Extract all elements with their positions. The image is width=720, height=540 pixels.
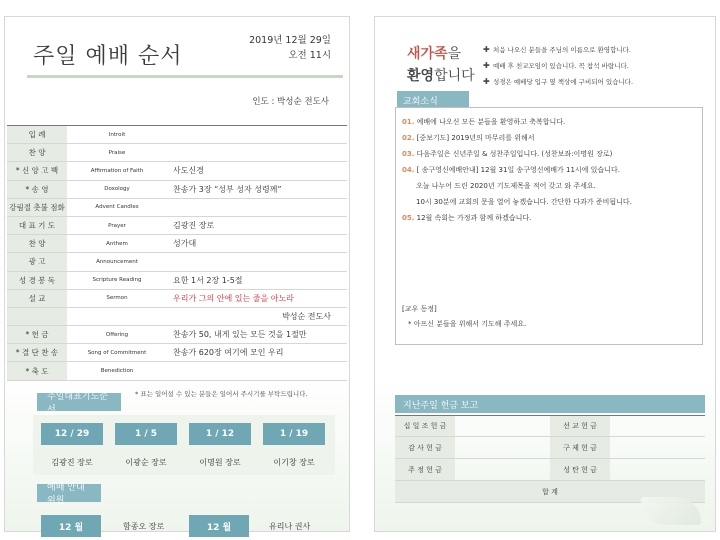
service-leader: 인도 : 박성순 전도사 (252, 97, 329, 107)
welcome-ending: 합니다 (434, 68, 475, 84)
order-content: 요한 1서 2장 1-5절 (173, 275, 243, 285)
member-news-title: [교우 동정] (402, 305, 437, 313)
offering-value (610, 437, 705, 458)
offering-label: 구 제 헌 금 (550, 437, 610, 458)
order-en: Song of Commitment (87, 349, 147, 356)
order-row (7, 144, 347, 162)
news-detail: 오늘 나누어 드린 2020년 기도제목을 적어 갖고 와 주세요. (416, 182, 596, 190)
usher-heading: 예배 안내위원 (37, 484, 101, 502)
news-text: [ 송구영신예배안내] 12월 31일 송구영신예배가 11시에 있습니다. (416, 166, 620, 174)
order-row (7, 181, 347, 199)
order-en (67, 308, 167, 325)
news-text: [중보기도] 2019년의 마무리를 위해서 (416, 134, 535, 142)
bulletin-left-page (4, 16, 350, 532)
offering-row (395, 437, 705, 459)
worship-order-table (7, 125, 347, 381)
prayer-date-badge: 1 / 12 (189, 423, 251, 445)
offering-value (455, 416, 550, 436)
cross-icon: ✚ (483, 77, 490, 86)
news-text: 다음주일은 신년주일 & 성찬주일입니다. (성찬보좌:이명원 장로) (416, 150, 613, 158)
order-row (7, 272, 347, 290)
offering-label: 선 교 헌 금 (550, 416, 610, 436)
order-ko: 찬 양 (7, 235, 67, 252)
order-content: 찬송가 620장 여기에 모인 우리 (173, 348, 284, 358)
news-number: 02. (402, 134, 415, 142)
news-number: 04. (402, 166, 415, 174)
member-news-text: * 아프신 분들을 위해서 기도해 주세요. (408, 320, 527, 328)
offering-total-label: 합 계 (395, 481, 705, 502)
news-detail: 10시 30분에 교회의 문을 열어 놓겠습니다. 간단한 다과가 준비됩니다. (416, 198, 632, 206)
church-news-box (395, 107, 703, 345)
welcome-item: 처음 나오신 분들을 주님의 이름으로 환영합니다. (493, 46, 631, 54)
news-item (402, 114, 700, 130)
order-en: Advent Candles (95, 204, 139, 211)
order-content: 찬송가 3장 “성부 성자 성령께” (173, 184, 282, 194)
member-news (402, 302, 526, 332)
order-en: Introit (108, 131, 126, 138)
order-row (7, 326, 347, 344)
news-item (402, 130, 700, 146)
order-ko: 찬 양 (7, 144, 67, 161)
order-ko: 설 교 (7, 290, 67, 307)
news-text: 12월 속회는 가정과 함께 하겠습니다. (416, 214, 532, 222)
order-row (7, 126, 347, 144)
order-ko: 입 례 (7, 126, 67, 143)
order-content: 찬송가 50, 내게 있는 모든 것을 1절만 (173, 330, 307, 340)
prayer-date-badge: 1 / 5 (115, 423, 177, 445)
order-en: Doxology (104, 186, 130, 193)
news-number: 03. (402, 150, 415, 158)
cross-icon: ✚ (483, 61, 490, 70)
news-text: 예배에 나오신 모든 분들을 환영하고 축복합니다. (416, 118, 566, 126)
order-row (7, 253, 347, 271)
order-ko: * 헌 금 (7, 326, 67, 343)
order-en: Praise (108, 149, 126, 156)
prayer-date-badge: 1 / 19 (263, 423, 325, 445)
welcome-item: 예배 후 친교모임이 있습니다. 꼭 참석 바랍니다. (493, 62, 629, 70)
order-ko: * 송 영 (7, 181, 67, 198)
usher-month-badge: 12 월 (41, 515, 101, 537)
offering-report-heading: 지난주일 헌금 보고 (395, 395, 705, 413)
usher-name: 유리나 권사 (269, 522, 311, 531)
service-date-text: 2019년 12월 29일 (249, 35, 331, 46)
offering-value (455, 437, 550, 458)
offering-row (395, 415, 705, 437)
order-row (7, 362, 347, 380)
offering-value (610, 416, 705, 436)
prayer-leader-name: 이광순 장로 (125, 458, 167, 467)
order-ko: 강림절 촛불 점화 (7, 199, 67, 216)
order-content: 성가대 (173, 239, 197, 249)
cross-icon: ✚ (483, 45, 490, 54)
order-en: Sermon (106, 295, 128, 302)
order-row (7, 344, 347, 362)
news-item (402, 210, 700, 226)
offering-row (395, 459, 705, 481)
prayer-schedule (33, 415, 335, 475)
preacher-name: 박성순 전도사 (282, 311, 331, 321)
prayer-leader-name: 이기창 장로 (273, 458, 315, 467)
order-en: Benediction (100, 368, 134, 375)
order-en: Announcement (96, 258, 138, 265)
order-content: 김광진 장로 (173, 221, 215, 231)
order-row (7, 235, 347, 253)
title-divider (27, 75, 343, 78)
service-time-text: 오전 11시 (288, 50, 331, 61)
order-row (7, 162, 347, 180)
order-ko: * 축 도 (7, 362, 67, 379)
sermon-title: 우리가 그의 안에 있는 줄을 아노라 (173, 293, 294, 303)
welcome-list (483, 42, 633, 90)
order-ko: 성 경 봉 독 (7, 272, 67, 289)
order-en: Scripture Reading (92, 277, 142, 284)
usher-month-badge: 12 월 (189, 515, 249, 537)
order-row (7, 290, 347, 308)
order-ko: 광 고 (7, 253, 67, 270)
usher-schedule (33, 506, 335, 540)
order-row (7, 217, 347, 235)
order-ko (7, 308, 67, 325)
offering-label: 주 정 헌 금 (395, 459, 455, 480)
welcome-particle: 을 (447, 46, 462, 62)
order-en: Prayer (108, 222, 126, 229)
order-en: Offering (105, 331, 129, 338)
welcome-word: 환영 (407, 68, 435, 84)
prayer-leader-name: 이명원 장로 (199, 458, 241, 467)
order-en: Affirmation of Faith (90, 167, 144, 174)
bulletin-right-page (374, 16, 716, 532)
order-row (7, 308, 347, 326)
page-title: 주일 예배 순서 (33, 44, 183, 69)
offering-value (455, 459, 550, 480)
standing-note: * 표는 일어설 수 있는 분들은 일어서 주시기를 부탁드립니다. (135, 390, 308, 398)
offering-label: 십 일 조 헌 금 (395, 416, 455, 436)
news-item (402, 162, 700, 178)
order-ko: * 결 단 찬 송 (7, 344, 67, 361)
order-row (7, 199, 347, 217)
service-date (249, 33, 331, 63)
prayer-leader-name: 김광진 장로 (51, 458, 93, 467)
offering-value (610, 459, 705, 480)
church-news-heading: 교회소식 (397, 91, 469, 109)
offering-label: 감 사 헌 금 (395, 437, 455, 458)
church-news-list (402, 114, 700, 226)
news-number: 05. (402, 214, 415, 222)
usher-name: 함종오 장로 (123, 522, 165, 531)
welcome-newcomer: 새가족 (407, 46, 448, 62)
welcome-heading (407, 43, 475, 87)
order-content: 사도신경 (173, 166, 204, 176)
order-ko: * 신 앙 고 백 (7, 162, 67, 179)
news-item (402, 146, 700, 162)
prayer-date-badge: 12 / 29 (41, 423, 103, 445)
prayer-schedule-heading: 주일대표기도순서 (37, 393, 121, 411)
offering-label: 성 탄 헌 금 (550, 459, 610, 480)
news-number: 01. (402, 118, 415, 126)
order-ko: 대 표 기 도 (7, 217, 67, 234)
welcome-item: 성경은 예배당 입구 옆 책상에 구비되어 있습니다. (493, 78, 634, 86)
offering-report-table (395, 415, 705, 503)
order-en: Anthem (106, 240, 128, 247)
